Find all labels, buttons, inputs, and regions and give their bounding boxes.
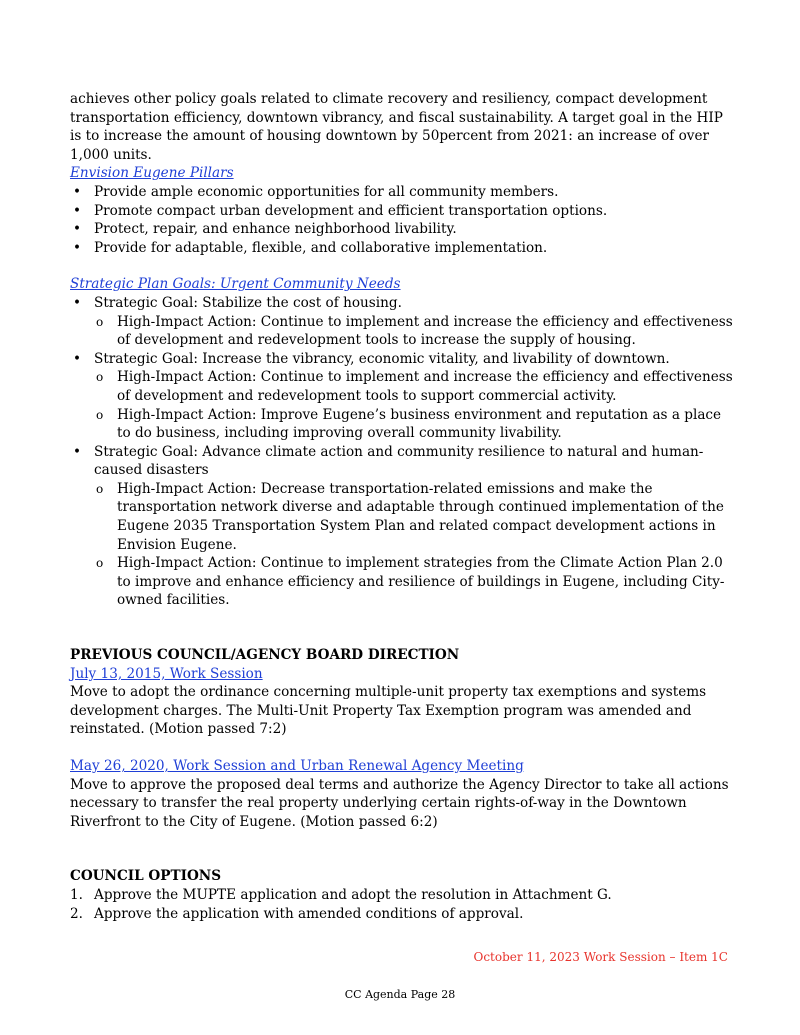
list-item: [70, 202, 735, 221]
strategic-plan-heading: [70, 275, 735, 294]
previous-direction-title: PREVIOUS COUNCIL/AGENCY BOARD DIRECTION: [70, 647, 460, 664]
previous-direction-text-2: Move to approve the proposed deal terms and authorize the Agency Director to take all actions necessary to transfer the real property underlying certain rights-of-way in the Downtown Riverfront to the City of Eugene. (Motion passed 6:2): [70, 776, 729, 830]
option-text: Approve the application with amended conditions of approval.: [94, 905, 524, 922]
list-item: [94, 313, 735, 350]
council-options-title: COUNCIL OPTIONS: [70, 868, 222, 885]
previous-direction-entry-1: [70, 665, 735, 684]
strategic-goals-list: [70, 294, 735, 610]
pillars-heading: [70, 164, 735, 183]
strategic-goal-text: Strategic Goal: Increase the vibrancy, economic vitality, and livability of downtown.: [94, 350, 670, 367]
previous-direction-text-1: Move to adopt the ordinance concerning multiple-unit property tax exemptions and systems development charges. The Multi-Unit Property Tax Exemption program was amended and reinstated. (Motion passed 7:2): [70, 684, 707, 738]
high-impact-actions-list: [94, 313, 735, 350]
action-text: High-Impact Action: Continue to implement strategies from the Climate Action Plan 2.0 to improve and enhance efficiency and resilience of buildings in Eugene, including City-owned facilities.: [117, 555, 725, 609]
option-text: Approve the MUPTE application and adopt the resolution in Attachment G.: [94, 886, 612, 903]
list-item: [70, 239, 735, 258]
bullet-icon: •: [73, 443, 82, 460]
action-text: High-Impact Action: Continue to implement and increase the efficiency and effectiveness of development and redevelopment tools to increase the supply of housing.: [117, 313, 733, 349]
circle-bullet-icon: o: [96, 314, 104, 329]
list-item: [70, 220, 735, 239]
footer-page-label: CC Agenda Page 28: [344, 988, 456, 1001]
strategic-plan-goals-link[interactable]: Strategic Plan Goals: Urgent Community Needs: [70, 276, 401, 293]
high-impact-actions-list: [94, 368, 735, 442]
bullet-icon: •: [73, 294, 82, 311]
envision-eugene-pillars-link[interactable]: Envision Eugene Pillars: [70, 165, 234, 182]
bullet-icon: •: [73, 202, 82, 219]
option-number: 1.: [70, 886, 83, 903]
bullet-icon: •: [73, 221, 82, 238]
pillars-list: [70, 183, 735, 257]
bullet-icon: •: [73, 183, 82, 200]
previous-direction-entry-2: [70, 757, 735, 776]
strategic-goal-item: [70, 443, 735, 610]
may-2020-work-session-link[interactable]: May 26, 2020, Work Session and Urban Renewal Agency Meeting: [70, 758, 524, 774]
high-impact-actions-list: [94, 480, 735, 610]
circle-bullet-icon: o: [96, 370, 104, 385]
bullet-icon: •: [73, 350, 82, 367]
council-options-list: [70, 886, 735, 923]
list-item: [94, 406, 735, 443]
pillar-text: Provide for adaptable, flexible, and collaborative implementation.: [94, 239, 548, 256]
list-item: [70, 905, 735, 924]
strategic-goal-item: [70, 350, 735, 443]
strategic-goal-text: Strategic Goal: Stabilize the cost of housing.: [94, 294, 402, 311]
document-body: [70, 90, 735, 923]
circle-bullet-icon: o: [96, 481, 104, 496]
action-text: High-Impact Action: Continue to implement and increase the efficiency and effectiveness of development and redevelopment tools to support commercial activity.: [117, 369, 733, 404]
strategic-goal-text: Strategic Goal: Advance climate action and community resilience to natural and human-caused disasters: [94, 443, 704, 479]
strategic-goal-item: [70, 294, 735, 350]
july-2015-work-session-link[interactable]: July 13, 2015, Work Session: [70, 665, 263, 682]
footer-date-item: October 11, 2023 Work Session – Item 1C: [473, 950, 728, 964]
intro-paragraph: achieves other policy goals related to climate recovery and resiliency, compact development transportation efficiency, downtown vibrancy, and fiscal sustainability. A target goal in the HIP is to increase the amount of housing downtown by 50percent from 2021: an increase of over 1,000 units.: [70, 91, 723, 163]
pillar-text: Promote compact urban development and efficient transportation options.: [94, 202, 608, 219]
bullet-icon: •: [73, 239, 82, 256]
list-item: [70, 183, 735, 202]
action-text: High-Impact Action: Improve Eugene’s business environment and reputation as a place to do business, including improving overall community livability.: [117, 406, 722, 442]
circle-bullet-icon: o: [96, 556, 104, 571]
list-item: [94, 554, 735, 610]
action-text: High-Impact Action: Decrease transportation-related emissions and make the transportation network diverse and adaptable through continued implementation of the Eugene 2035 Transportation System Plan and related compact development actions in Envision Eugene.: [117, 480, 724, 553]
circle-bullet-icon: o: [96, 407, 104, 422]
list-item: [94, 368, 735, 405]
option-number: 2.: [70, 905, 83, 922]
list-item: [94, 480, 735, 554]
list-item: [70, 886, 735, 905]
pillar-text: Provide ample economic opportunities for all community members.: [94, 183, 559, 200]
pillar-text: Protect, repair, and enhance neighborhood livability.: [94, 221, 457, 238]
